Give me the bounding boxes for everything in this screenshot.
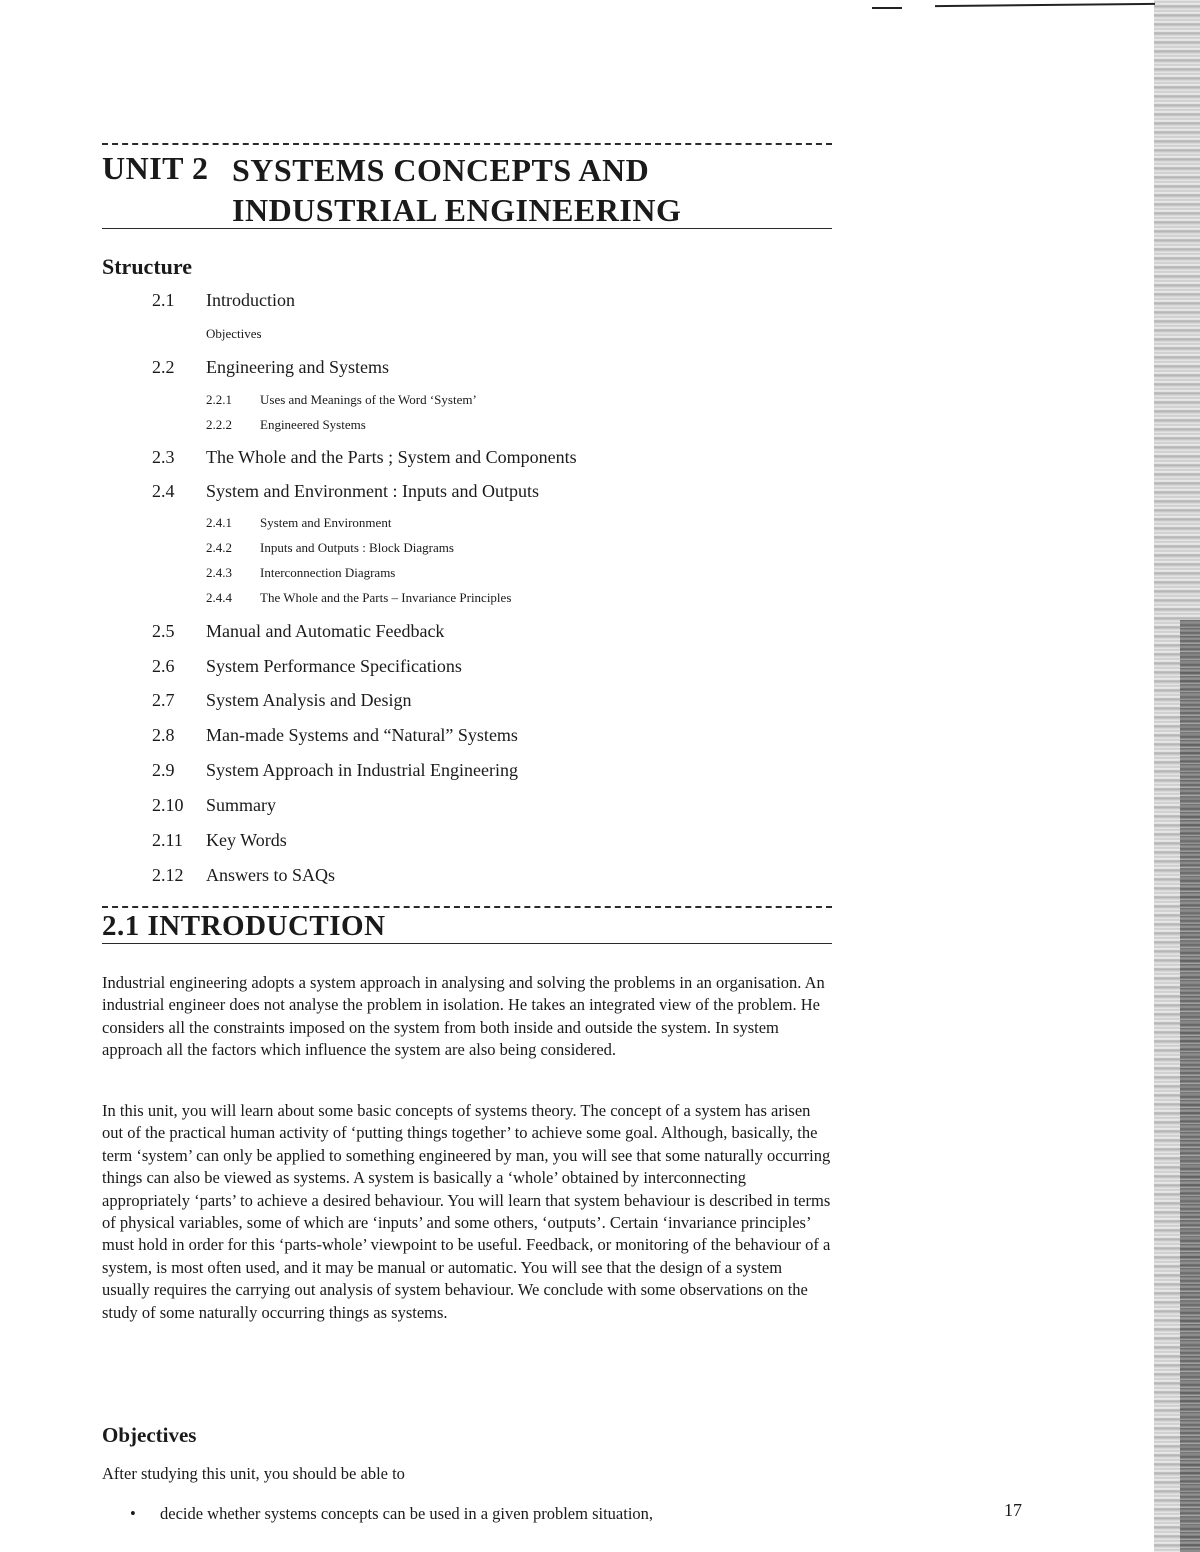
scan-edge-dark <box>1180 620 1200 1552</box>
section-heading: 2.1 INTRODUCTION <box>102 910 386 942</box>
intro-paragraph: In this unit, you will learn about some basic concepts of systems theory. The concept of a system has arisen out of the practical human activity of ‘putting things together’ to achieve some goal. Although, basically, the term ‘system’ can only be applied to something engineered by man, you will see that some naturally occurring things can also be viewed as systems. A system is basically a ‘whole’ obtained by interconnecting appropriately ‘parts’ to achieve a desired behaviour. You will learn that system behaviour is described in terms of physical variables, some of which are ‘inputs’ and some others, ‘outputs’. Certain ‘invariance principles’ must hold in order for this ‘parts-whole’ viewpoint to be useful. Feedback, or monitoring of the behaviour of a system, is most often used, and it may be manual or automatic. You will see that the design of a system usually requires the carrying out analysis of system behaviour. We conclude with some observations on the study of some naturally occurring things as systems. <box>102 1101 831 1322</box>
page-number: 17 <box>1004 1500 1022 1520</box>
unit-title <box>232 150 681 230</box>
intro-paragraph: Industrial engineering adopts a system approach in analysing and solving the problems in an organisation. An industrial engineer does not analyse the problem in isolation. He takes an integrated view of the problem. He considers all the constraints imposed on the system from both inside and outside the system. In system approach all the factors which influence the system are also being considered. <box>102 973 825 1060</box>
top-rule <box>935 3 1155 7</box>
title-top-rule <box>102 143 832 145</box>
document-page: UNIT 2 SYSTEMS CONCEPTS AND INDUSTRIAL ENGINEERING Structure 2.1 Introduction Objectives 2.2 Engineering and Systems 2.2.1 Uses and Meanings of the Word ‘System’ 2.2.2 Engineered Systems 2.3 The Whole and the Parts ; System and Components 2.4 System and Environment : Inputs and Outputs 2.4.1 System and Environment 2.4.2 Inputs and Outputs : Block Diagrams 2.4.3 Interconnection Diagrams 2.4.4 The Whole and the Parts – Invariance Principles 2.5 Manual and Automatic Feedback 2.6 System Performance Specifications 2.7 System Analysis and Design 2.8 Man-made Systems and “Natural” Systems 2.9 System Approach in Industrial Engineering 2.10 Summary 2.11 Key Words 2.12 Answers to SAQs 2.1 INTRODUCTION Industrial engineering adopts a system approach in analysing and solving the problems in an organisation. An industrial engineer does not analyse the problem in isolation. He takes an integrated view of the problem. He considers all the constraints imposed on the system from both inside and outside the system. In system approach all the factors which influence the system are also being considered. In this unit, you will learn about some basic concepts of systems theory. The concept of a system has arisen out of the practical human activity of ‘putting things together’ to achieve some goal. Although, basically, the term ‘system’ can only be applied to something engineered by man, you will see that some naturally occurring things can also be viewed as systems. A system is basically a ‘whole’ obtained by interconnecting appropriately ‘parts’ to achieve a desired behaviour. You will learn that system behaviour is described in terms of physical variables, some of which are ‘inputs’ and some others, ‘outputs’. Certain ‘invariance principles’ must hold in order for this ‘parts-whole’ viewpoint to be useful. Feedback, or monitoring of the behaviour of a system, is most often used, and it may be manual or automatic. You will see that the design of a system usually requires the carrying out analysis of system behaviour. We conclude with some observations on the study of some naturally occurring things as systems. Objectives After studying this unit, you should be able to • decide whether systems concepts can be used in a given problem situation, 17 <box>0 0 1200 1552</box>
objectives-heading: Objectives <box>102 1423 197 1447</box>
toc-subitem: Objectives <box>206 326 262 341</box>
unit-title-line-1: SYSTEMS CONCEPTS AND <box>232 152 650 188</box>
bullet-icon: • <box>130 1504 136 1523</box>
objective-bullet: • decide whether systems concepts can be used in a given problem situation, <box>130 1504 654 1523</box>
section-top-rule <box>102 906 832 908</box>
section-bottom-rule <box>102 943 832 944</box>
top-rule <box>872 7 902 9</box>
objectives-intro: After studying this unit, you should be able to <box>102 1464 405 1483</box>
unit-title-line-2: INDUSTRIAL ENGINEERING <box>232 192 682 228</box>
structure-heading: Structure <box>102 254 193 279</box>
unit-label: UNIT 2 <box>102 150 209 186</box>
